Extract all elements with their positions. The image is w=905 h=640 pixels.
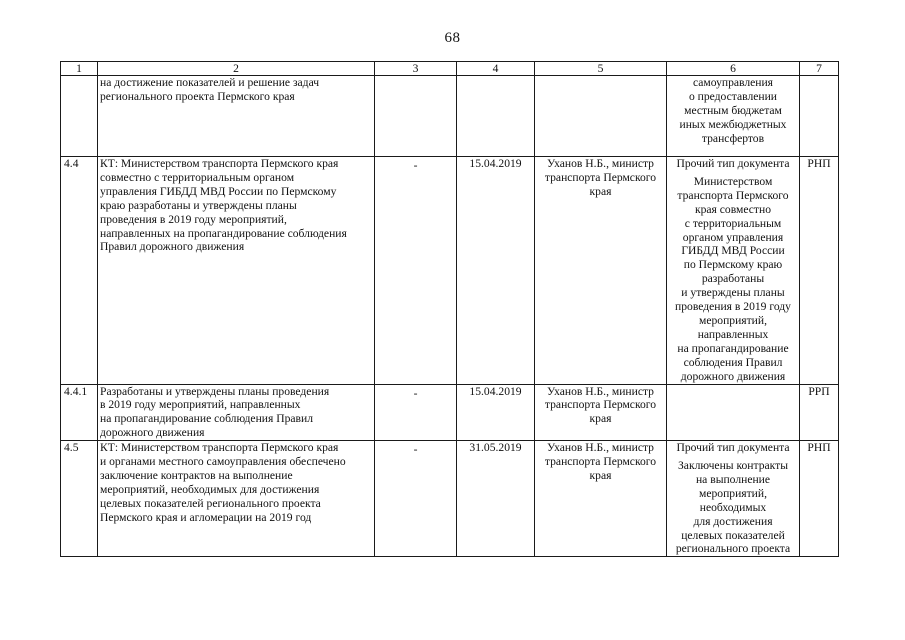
row-number: 4.4.1 <box>61 384 98 441</box>
text-line: заключение контрактов на выполнение <box>100 468 293 482</box>
header-col-4: 4 <box>457 62 535 76</box>
text-line: на пропагандирование соблюдения Правил <box>100 412 313 426</box>
header-col-6: 6 <box>667 62 800 76</box>
text-line: совместно с территориальным органом <box>100 170 295 184</box>
text-line: целевых показателей регионального проекта <box>100 496 321 510</box>
table-row <box>61 76 839 157</box>
date-cell: 15.04.2019 <box>457 384 535 441</box>
doc-line: и утверждены планы <box>681 286 785 300</box>
responsible-cell <box>535 157 667 385</box>
task-description <box>98 441 375 557</box>
text-line: направленных на пропагандирование соблюдения <box>100 226 347 240</box>
document-cell <box>667 76 800 157</box>
doc-line: соблюдения Правил <box>683 355 783 369</box>
document-cell <box>667 384 800 441</box>
doc-line: направленных <box>697 327 769 341</box>
header-col-5: 5 <box>535 62 667 76</box>
level-cell: РНП <box>800 157 839 385</box>
doc-line: мероприятий, <box>699 486 767 500</box>
doc-line: мероприятий, <box>699 313 767 327</box>
responsible-cell <box>535 76 667 157</box>
doc-line: самоуправления <box>692 76 774 89</box>
doc-line: иных межбюджетных <box>679 117 787 131</box>
document-type: Прочий тип документа <box>676 441 790 455</box>
level-cell <box>800 76 839 157</box>
doc-line: ГИБДД МВД России <box>681 244 785 258</box>
doc-line: необходимых <box>699 500 767 514</box>
text-line: Правил дорожного движения <box>100 240 245 254</box>
responsible-line: Уханов Н.Б., министр <box>547 157 654 170</box>
text-line: мероприятий, необходимых для достижения <box>100 482 320 496</box>
doc-line: проведения в 2019 году <box>675 300 791 314</box>
document-type: Прочий тип документа <box>676 157 790 170</box>
page-number: 68 <box>444 30 461 46</box>
text-line: управления ГИБДД МВД России по Пермскому <box>100 184 337 198</box>
header-col-1: 1 <box>61 62 98 76</box>
plan-table <box>60 61 839 557</box>
text-line: КТ: Министерством транспорта Пермского края <box>100 441 339 455</box>
document-cell <box>667 157 800 385</box>
text-line: проведения в 2019 году мероприятий, <box>100 212 287 226</box>
date-cell: 31.05.2019 <box>457 441 535 557</box>
doc-line: Министерством <box>693 174 773 188</box>
responsible-line: края <box>589 412 612 426</box>
text-line: краю разработаны и утверждены планы <box>100 198 297 212</box>
doc-line: трансфертов <box>701 131 765 145</box>
date-cell <box>457 76 535 157</box>
header-col-7: 7 <box>800 62 839 76</box>
doc-line: Заключены контракты <box>678 459 788 473</box>
task-description <box>98 76 375 157</box>
text-line: в 2019 году мероприятий, направленных <box>100 398 301 412</box>
text-line: на достижение показателей и решение задач <box>100 76 320 89</box>
doc-line: на пропагандирование <box>677 341 789 355</box>
responsible-cell <box>535 384 667 441</box>
header-row <box>61 62 839 76</box>
doc-line: органом управления <box>682 230 784 244</box>
col3-cell: - <box>375 441 457 557</box>
doc-line: с территориальным <box>684 216 782 230</box>
doc-line: по Пермскому краю <box>683 258 783 272</box>
document-cell <box>667 441 800 557</box>
doc-line: регионального проекта <box>675 542 791 556</box>
date-cell: 15.04.2019 <box>457 157 535 385</box>
doc-line: края совместно <box>694 202 771 216</box>
doc-line: о предоставлении <box>688 89 778 103</box>
text-line: дорожного движения <box>100 426 205 440</box>
col3-cell: - <box>375 157 457 385</box>
col3-cell <box>375 76 457 157</box>
doc-line: разработаны <box>701 272 765 286</box>
doc-line: для достижения <box>693 514 773 528</box>
text-line: и органами местного самоуправления обеспечено <box>100 455 346 469</box>
row-number <box>61 76 98 157</box>
doc-line: местным бюджетам <box>684 103 782 117</box>
responsible-line: транспорта Пермского <box>544 455 657 469</box>
task-description <box>98 384 375 441</box>
responsible-line: транспорта Пермского <box>544 398 657 412</box>
table-row <box>61 157 839 385</box>
text-line: КТ: Министерством транспорта Пермского края <box>100 157 339 170</box>
text-line: Разработаны и утверждены планы проведения <box>100 384 330 398</box>
table-row <box>61 441 839 557</box>
responsible-line: края <box>589 468 612 482</box>
doc-line: целевых показателей <box>681 528 785 542</box>
doc-line: транспорта Пермского <box>677 188 789 202</box>
level-cell: РНП <box>800 441 839 557</box>
doc-line: дорожного движения <box>680 369 786 383</box>
row-number: 4.4 <box>61 157 98 385</box>
table-row <box>61 384 839 441</box>
text-line: регионального проекта Пермского края <box>100 89 295 103</box>
level-cell: РРП <box>800 384 839 441</box>
task-description <box>98 157 375 385</box>
header-col-2: 2 <box>98 62 375 76</box>
responsible-line: Уханов Н.Б., министр <box>547 384 654 398</box>
responsible-line: Уханов Н.Б., министр <box>547 441 654 455</box>
text-line: Пермского края и агломерации на 2019 год <box>100 510 312 524</box>
row-number: 4.5 <box>61 441 98 557</box>
header-col-3: 3 <box>375 62 457 76</box>
doc-line: на выполнение <box>695 472 771 486</box>
responsible-cell <box>535 441 667 557</box>
responsible-line: края <box>589 184 612 198</box>
responsible-line: транспорта Пермского <box>544 170 657 184</box>
col3-cell: - <box>375 384 457 441</box>
